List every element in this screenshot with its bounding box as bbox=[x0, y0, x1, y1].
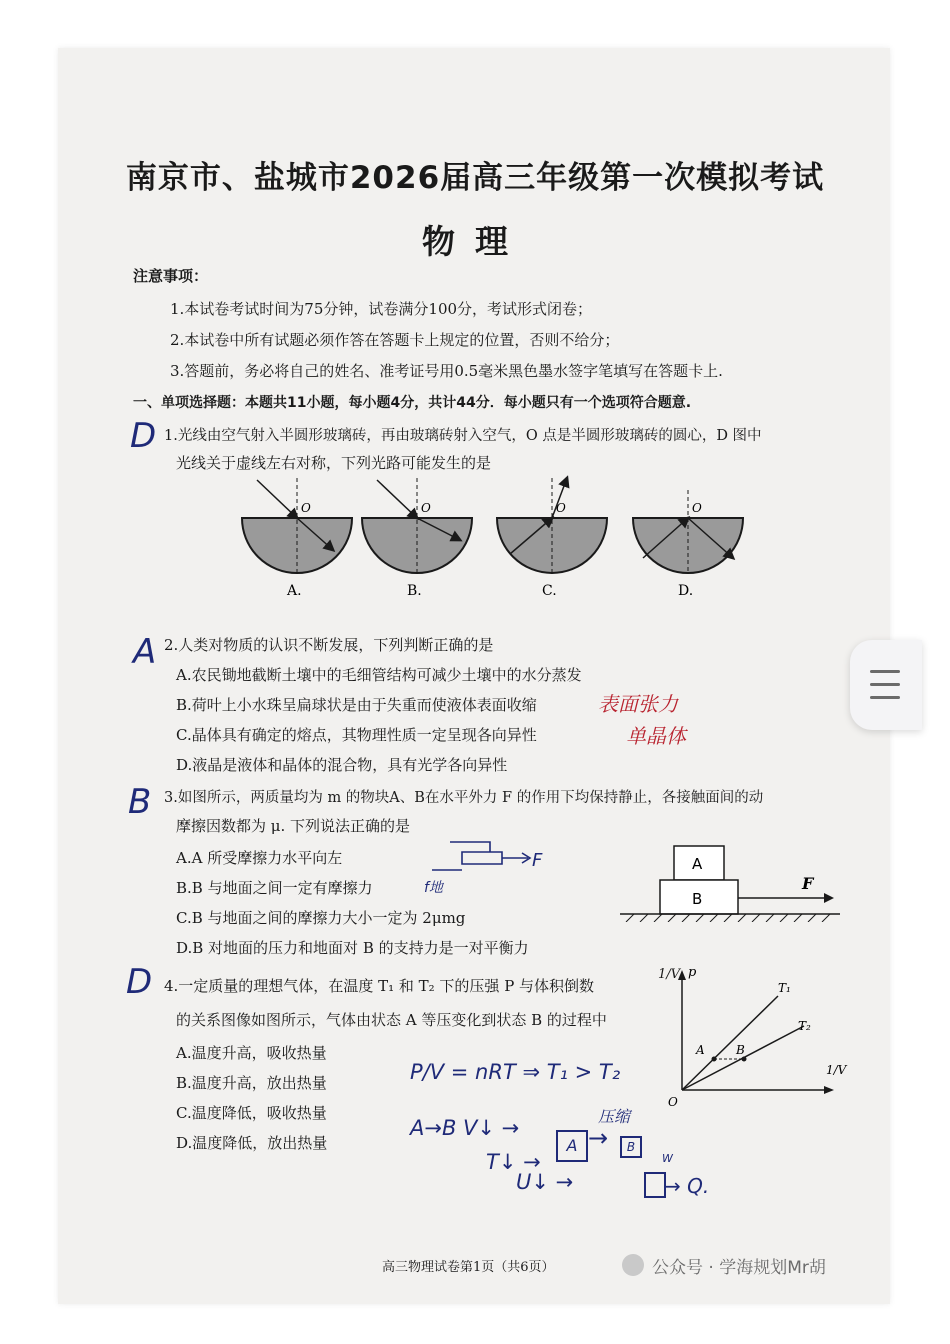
q3-option-c: C.B 与地面之间的摩擦力大小一定为 2μmg bbox=[176, 909, 466, 927]
menu-icon-bar-1 bbox=[870, 670, 900, 673]
q1-label-a: A. bbox=[287, 583, 302, 599]
q3-hand-force-label: F bbox=[532, 850, 543, 871]
exam-title: 南京市、盐城市2026届高三年级第一次模拟考试 bbox=[125, 160, 825, 196]
q4-line-t2: T₂ bbox=[798, 1019, 811, 1033]
q1-handwritten-answer: D bbox=[130, 416, 157, 456]
block-b-label: B bbox=[692, 890, 703, 908]
q4-work-line-3: T↓ → bbox=[486, 1150, 541, 1174]
q4-inverse-volume: 1/V bbox=[658, 967, 681, 982]
q4-work-w: W bbox=[662, 1152, 673, 1165]
q2-stem: 2.人类对物质的认识不断发展，下列判断正确的是 bbox=[164, 636, 494, 654]
notice-item-3: 3.答题前，务必将自己的姓名、准考证号用0.5毫米黑色墨水签字笔填写在答题卡上. bbox=[170, 362, 723, 380]
q4-option-c: C.温度降低，吸收热量 bbox=[176, 1104, 327, 1122]
wechat-logo-icon bbox=[622, 1254, 644, 1276]
q3-hand-sketch bbox=[410, 834, 560, 904]
q4-work-q: → Q. bbox=[664, 1174, 710, 1198]
q4-option-d: D.温度降低，放出热量 bbox=[176, 1134, 328, 1152]
q4-work-box-b: B bbox=[620, 1136, 642, 1158]
q2-option-a: A.农民锄地截断土壤中的毛细管结构可减少土壤中的水分蒸发 bbox=[176, 666, 582, 684]
q4-work-line-1: P/V = nRT ⇒ T₁ > T₂ bbox=[410, 1060, 621, 1084]
q1-label-b: B. bbox=[407, 583, 422, 599]
q1-diagrams bbox=[225, 470, 765, 610]
q1-diagram-c bbox=[497, 478, 607, 573]
q1-center-label-d: O bbox=[692, 501, 702, 515]
notice-heading: 注意事项： bbox=[133, 267, 209, 285]
q3-option-d: D.B 对地面的压力和地面对 B 的支持力是一对平衡力 bbox=[176, 939, 529, 957]
section-heading: 一、单项选择题：本题共11小题，每小题4分，共计44分．每小题只有一个选项符合题意. bbox=[133, 395, 692, 411]
q1-diagram-a bbox=[242, 478, 352, 573]
menu-icon-bar-3 bbox=[870, 696, 900, 699]
q4-work-line-4: U↓ → bbox=[516, 1170, 574, 1194]
page-footer: 高三物理试卷第1页（共6页） bbox=[382, 1260, 555, 1275]
q2-option-b: B.荷叶上小水珠呈扁球状是由于失重而使液体表面收缩 bbox=[176, 696, 537, 714]
q1-center-label-a: O bbox=[301, 501, 311, 515]
q4-axis-p: p bbox=[688, 965, 697, 980]
q4-line-t1: T₁ bbox=[778, 981, 791, 995]
q4-option-a: A.温度升高，吸收热量 bbox=[176, 1044, 327, 1062]
q1-center-label-c: O bbox=[556, 501, 566, 515]
watermark-text: 公众号 · 学海规划Mr胡 bbox=[652, 1258, 826, 1278]
notice-item-1: 1.本试卷考试时间为75分钟，试卷满分100分，考试形式闭卷； bbox=[170, 300, 593, 318]
q4-pv-graph bbox=[660, 962, 860, 1112]
q2-handwritten-answer: A bbox=[133, 632, 157, 672]
q4-work-line-2: A→B V↓ → bbox=[410, 1116, 520, 1140]
q4-work-arrow-icon: → bbox=[588, 1124, 609, 1152]
q3-hand-friction-label: f地 bbox=[424, 880, 443, 896]
floating-menu-button[interactable] bbox=[850, 640, 922, 730]
subject-title: 物理 bbox=[422, 222, 528, 261]
q1-label-d: D. bbox=[678, 583, 694, 599]
q3-blocks-figure bbox=[620, 842, 840, 922]
notice-item-2: 2.本试卷中所有试题必须作答在答题卡上规定的位置，否则不给分； bbox=[170, 331, 620, 349]
q4-line-2: 的关系图像如图所示，气体由状态 A 等压变化到状态 B 的过程中 bbox=[176, 1011, 607, 1029]
q2-note-surface-tension: 表面张力 bbox=[598, 692, 678, 716]
force-label: F bbox=[802, 874, 814, 893]
q3-line-2: 摩擦因数都为 μ. 下列说法正确的是 bbox=[176, 817, 411, 835]
q1-line-1: 1.光线由空气射入半圆形玻璃砖，再由玻璃砖射入空气，O 点是半圆形玻璃砖的圆心，D 图中 bbox=[164, 428, 762, 444]
q1-line-2: 光线关于虚线左右对称，下列光路可能发生的是 bbox=[176, 454, 492, 472]
q4-work-box-a: A bbox=[556, 1130, 588, 1162]
q3-option-b: B.B 与地面之间一定有摩擦力 bbox=[176, 879, 373, 897]
q2-note-single-crystal: 单晶体 bbox=[626, 724, 686, 748]
q4-point-a: A bbox=[696, 1043, 705, 1057]
q3-option-a: A.A 所受摩擦力水平向左 bbox=[176, 849, 343, 867]
q4-line-1: 4.一定质量的理想气体，在温度 T₁ 和 T₂ 下的压强 P 与体积倒数 bbox=[164, 977, 595, 995]
block-a-label: A bbox=[692, 855, 703, 873]
q1-label-c: C. bbox=[542, 583, 557, 599]
q1-diagram-d bbox=[633, 490, 743, 573]
q4-handwritten-answer: D bbox=[126, 962, 153, 1002]
q3-handwritten-answer: B bbox=[128, 782, 152, 822]
q4-point-b: B bbox=[736, 1043, 745, 1057]
q1-diagram-b bbox=[362, 478, 472, 573]
q1-center-label-b: O bbox=[421, 501, 431, 515]
q3-line-1: 3.如图所示，两质量均为 m 的物块A、B在水平外力 F 的作用下均保持静止，各接触面间的动 bbox=[164, 790, 764, 806]
q2-option-c: C.晶体具有确定的熔点，其物理性质一定呈现各向异性 bbox=[176, 726, 537, 744]
menu-icon-bar-2 bbox=[870, 683, 900, 686]
q4-work-box-w bbox=[644, 1172, 666, 1198]
q2-option-d: D.液晶是液体和晶体的混合物，具有光学各向异性 bbox=[176, 756, 508, 774]
q4-origin: O bbox=[668, 1095, 678, 1109]
q4-axis-inverse-volume: 1/V bbox=[826, 1063, 847, 1077]
q4-work-compress: 压缩 bbox=[598, 1107, 631, 1126]
q4-option-b: B.温度升高，放出热量 bbox=[176, 1074, 327, 1092]
